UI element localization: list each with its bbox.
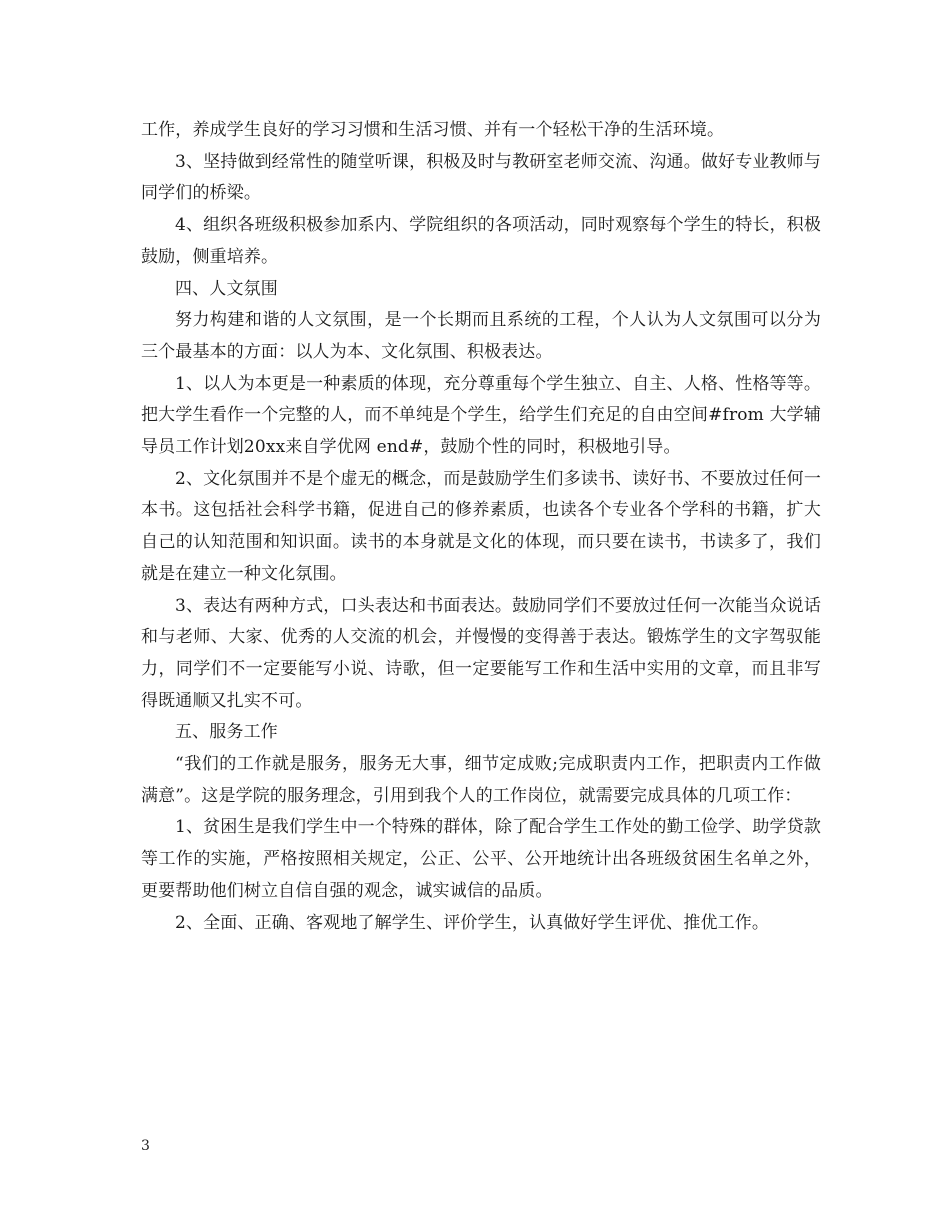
paragraph-item-3: 3、坚持做到经常性的随堂听课，积极及时与教研室老师交流、沟通。做好专业教师与同学们的桥梁。 <box>141 151 821 204</box>
paragraph-humanities-1: 1、以人为本更是一种素质的体现，充分尊重每个学生独立、自主、人格、性格等等。把大学生看作一个完整的人，而不单纯是个学生，给学生们充足的自由空间#from 大学辅导员工作计划20xx来自学优网 end#，鼓励个性的同时，积极地引导。 <box>141 373 821 458</box>
paragraph-humanities-2: 2、文化氛围并不是个虚无的概念，而是鼓励学生们多读书、读好书、不要放过任何一本书。这包括社会科学书籍，促进自己的修养素质，也读各个专业各个学科的书籍，扩大自己的认知范围和知识面。读书的本身就是文化的体现，而只要在读书，书读多了，我们就是在建立一种文化氛围。 <box>141 468 821 584</box>
paragraph-humanities-3: 3、表达有两种方式，口头表达和书面表达。鼓励同学们不要放过任何一次能当众说话和与老师、大家、优秀的人交流的机会，并慢慢的变得善于表达。锻炼学生的文字驾驭能力，同学们不一定要能写小说、诗歌，但一定要能写工作和生活中实用的文章，而且非写得既通顺又扎实不可。 <box>141 595 821 711</box>
paragraph-service-2: 2、全面、正确、客观地了解学生、评价学生，认真做好学生评优、推优工作。 <box>175 912 770 933</box>
paragraph-service-intro: “我们的工作就是服务，服务无大事，细节定成败;完成职责内工作，把职责内工作做满意”。这是学院的服务理念，引用到我个人的工作岗位，就需要完成具体的几项工作： <box>141 754 821 806</box>
section-heading-humanities: 四、人文氛围 <box>175 278 278 299</box>
paragraph-continuation: 工作，养成学生良好的学习习惯和生活习惯、并有一个轻松干净的生活环境。 <box>141 120 725 140</box>
paragraph-item-4: 4、组织各班级积极参加系内、学院组织的各项活动，同时观察每个学生的特长，积极鼓励，侧重培养。 <box>141 215 821 267</box>
paragraph-humanities-intro: 努力构建和谐的人文氛围，是一个长期而且系统的工程，个人认为人文氛围可以分为三个最基本的方面：以人为本、文化氛围、积极表达。 <box>141 310 821 362</box>
section-heading-service: 五、服务工作 <box>175 722 278 743</box>
paragraph-service-1: 1、贫困生是我们学生中一个特殊的群体，除了配合学生工作处的勤工俭学、助学贷款等工作的实施，严格按照相关规定，公正、公平、公开地统计出各班级贫困生名单之外，更要帮助他们树立自信自强的观念，诚实诚信的品质。 <box>141 817 821 901</box>
document-body <box>141 115 821 939</box>
page-number: 3 <box>141 1138 150 1154</box>
